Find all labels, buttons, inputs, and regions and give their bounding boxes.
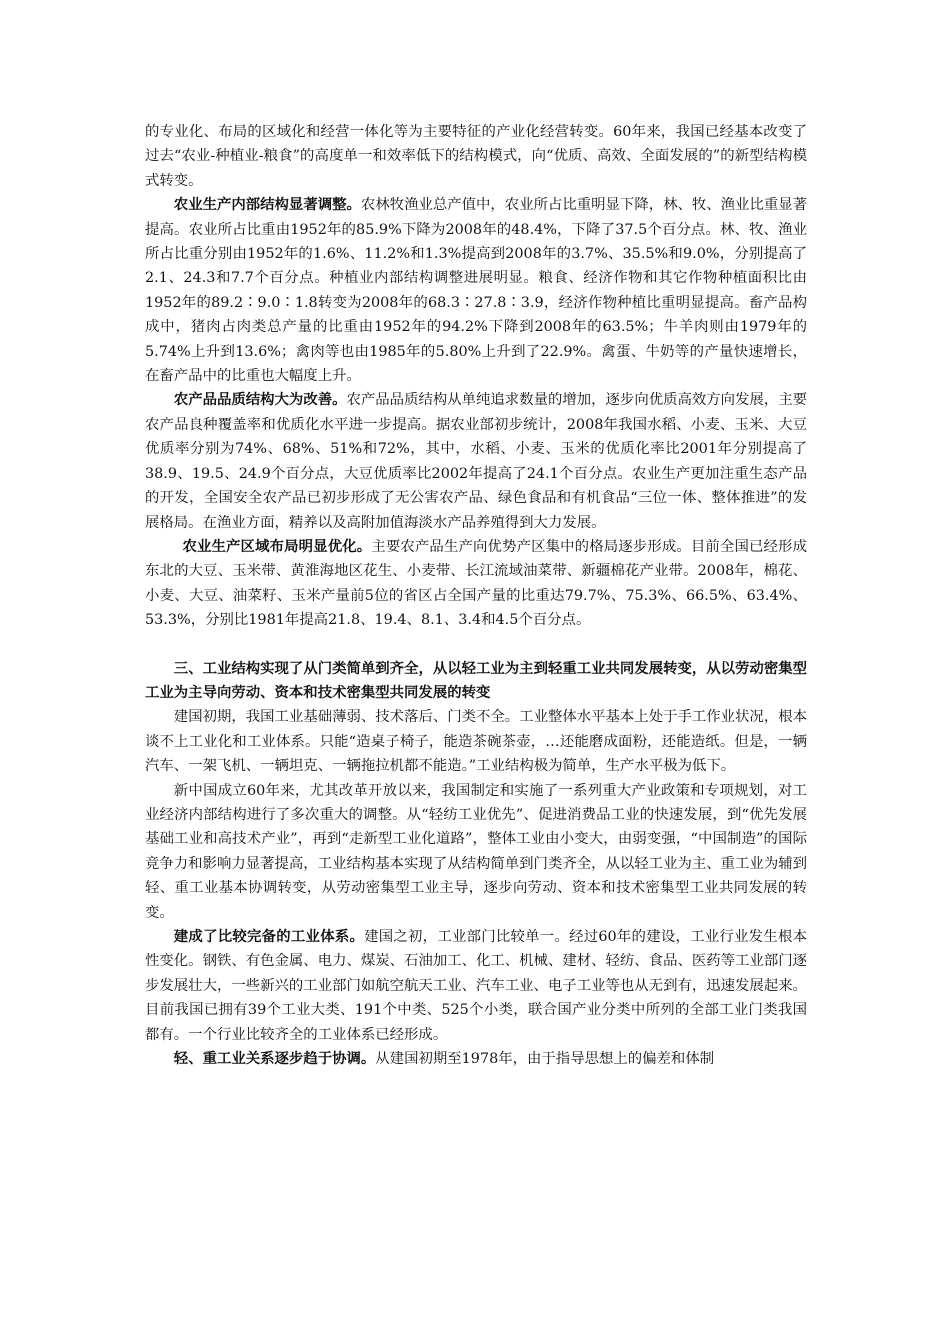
paragraph-lead: 农业生产内部结构显著调整。: [173, 196, 361, 214]
paragraph-agri-regional-layout: [145, 535, 807, 633]
paragraph-industry-early: 建国初期，我国工业基础薄弱、技术落后、门类不全。工业整体水平基本上处于手工作业状况，根本谈不上工业化和工业体系。只能“造桌子椅子，能造茶碗茶壶，…还能磨成面粉，还能造纸。但是，一辆汽车、一架飞机、一辆坦克、一辆拖拉机都不能造。”工业结构极为简单，生产水平极为低下。: [145, 709, 807, 775]
paragraph-lead: 轻、重工业关系逐步趋于协调。: [173, 1050, 376, 1068]
paragraph-intro-continued: 的专业化、布局的区域化和经营一体化等为主要特征的产业化经营转变。60年来，我国已经基本改变了过去“农业-种植业-粮食”的高度单一和效率低下的结构模式，向“优质、高效、全面发展的”的新型结构模式转变。: [145, 124, 807, 189]
document-page: [145, 120, 807, 1071]
paragraph-lead: 农产品品质结构大为改善。: [173, 391, 347, 409]
paragraph-body: 主要农产品生产向优势产区集中的格局逐步形成。目前全国已经形成东北的大豆、玉米带、黄淮海地区花生、小麦带、长江流域油菜带、新疆棉花产业带。2008年，棉花、小麦、大豆、油菜籽、玉米产量前5位的省区占全国产量的比重达79.7%、75.3%、66.5%、63.4%、53.3%，分别比1981年提高21.8、19.4、8.1、3.4和4.5个百分点。: [145, 538, 807, 629]
paragraph-body: 农林牧渔业总产值中，农业所占比重明显下降，林、牧、渔业比重显著提高。农业所占比重由1952年的85.9%下降为2008年的48.4%，下降了37.5个百分点。林、牧、渔业所占比重分别由1952年的1.6%、11.2%和1.3%提高到2008年的3.7%、35.5%和9.0%，分别提高了2.1、24.3和7.7个百分点。种植业内部结构调整进展明显。粮食、经济作物和其它作物种植面积比由1952年的89.2∶9.0∶1.8转变为2008年的68.3∶27.8∶3.9，经济作物种植比重明显提高。畜产品构成中，猪肉占肉类总产量的比重由1952年的94.2%下降到2008年的63.5%；牛羊肉则由1979年的5.74%上升到13.6%；禽肉等也由1985年的5.80%上升到了22.9%。禽蛋、牛奶等的产量快速增长，在畜产品中的比重也大幅度上升。: [145, 197, 808, 385]
paragraph-body: 农产品品质结构从单纯追求数量的增加，逐步向优质高效方向发展，主要农产品良种覆盖率和优质化水平进一步提高。据农业部初步统计，2008年我国水稻、小麦、玉米、大豆优质率分别为74%、68%、51%和72%，其中，水稻、小麦、玉米的优质化率比2001年分别提高了38.9、19.5、24.9个百分点，大豆优质率比2002年提高了24.1个百分点。农业生产更加注重生态产品的开发，全国安全农产品已初步形成了无公害农产品、绿色食品和有机食品“三位一体、整体推进”的发展格局。在渔业方面，精养以及高附加值海淡水产品养殖得到大力发展。: [145, 392, 808, 531]
paragraph-industry-60-years: 新中国成立60年来，尤其改革开放以来，我国制定和实施了一系列重大产业政策和专项规划，对工业经济内部结构进行了多次重大的调整。从“轻纺工业优先”、促进消费品工业的快速发展，到“优先发展基础工业和高技术产业”，再到“走新型工业化道路”，整体工业由小变大，由弱变强，“中国制造”的国际竞争力和影响力显著提高，工业结构基本实现了从结构简单到门类齐全，从以轻工业为主、重工业为辅到轻、重工业基本协调转变，从劳动密集型工业主导，逐步向劳动、资本和技术密集型工业共同发展的转变。: [145, 782, 807, 921]
paragraph-industry-system: [145, 925, 807, 1047]
blank-line: [145, 633, 807, 657]
paragraph-body: 建国之初，工业部门比较单一。经过60年的建设，工业行业发生根本性变化。钢铁、有色金属、电力、煤炭、石油加工、化工、机械、建材、轻纺、食品、医药等工业部门逐步发展壮大，一些新兴的工业部门如航空航天工业、汽车工业、电子工业等也从无到有，迅速发展起来。目前我国已拥有39个工业大类、191个中类、525个小类，联合国产业分类中所列的全部工业门类我国都有。一个行业比较齐全的工业体系已经形成。: [145, 929, 807, 1043]
paragraph-light-heavy-industry: [145, 1047, 807, 1071]
paragraph-agri-quality-structure: [145, 388, 807, 534]
paragraph-lead: 农业生产区域布局明显优化。: [182, 537, 372, 555]
paragraph-body: 从建国初期至1978年，由于指导思想上的偏差和体制: [375, 1051, 715, 1068]
paragraph-agri-internal-structure: [145, 193, 807, 388]
paragraph-lead: 建成了比较完备的工业体系。: [173, 928, 365, 945]
section-heading-industry: 三、工业结构实现了从门类简单到齐全，从以轻工业为主到轻重工业共同发展转变，从以劳动密集型工业为主导向劳动、资本和技术密集型共同发展的转变: [145, 659, 807, 701]
